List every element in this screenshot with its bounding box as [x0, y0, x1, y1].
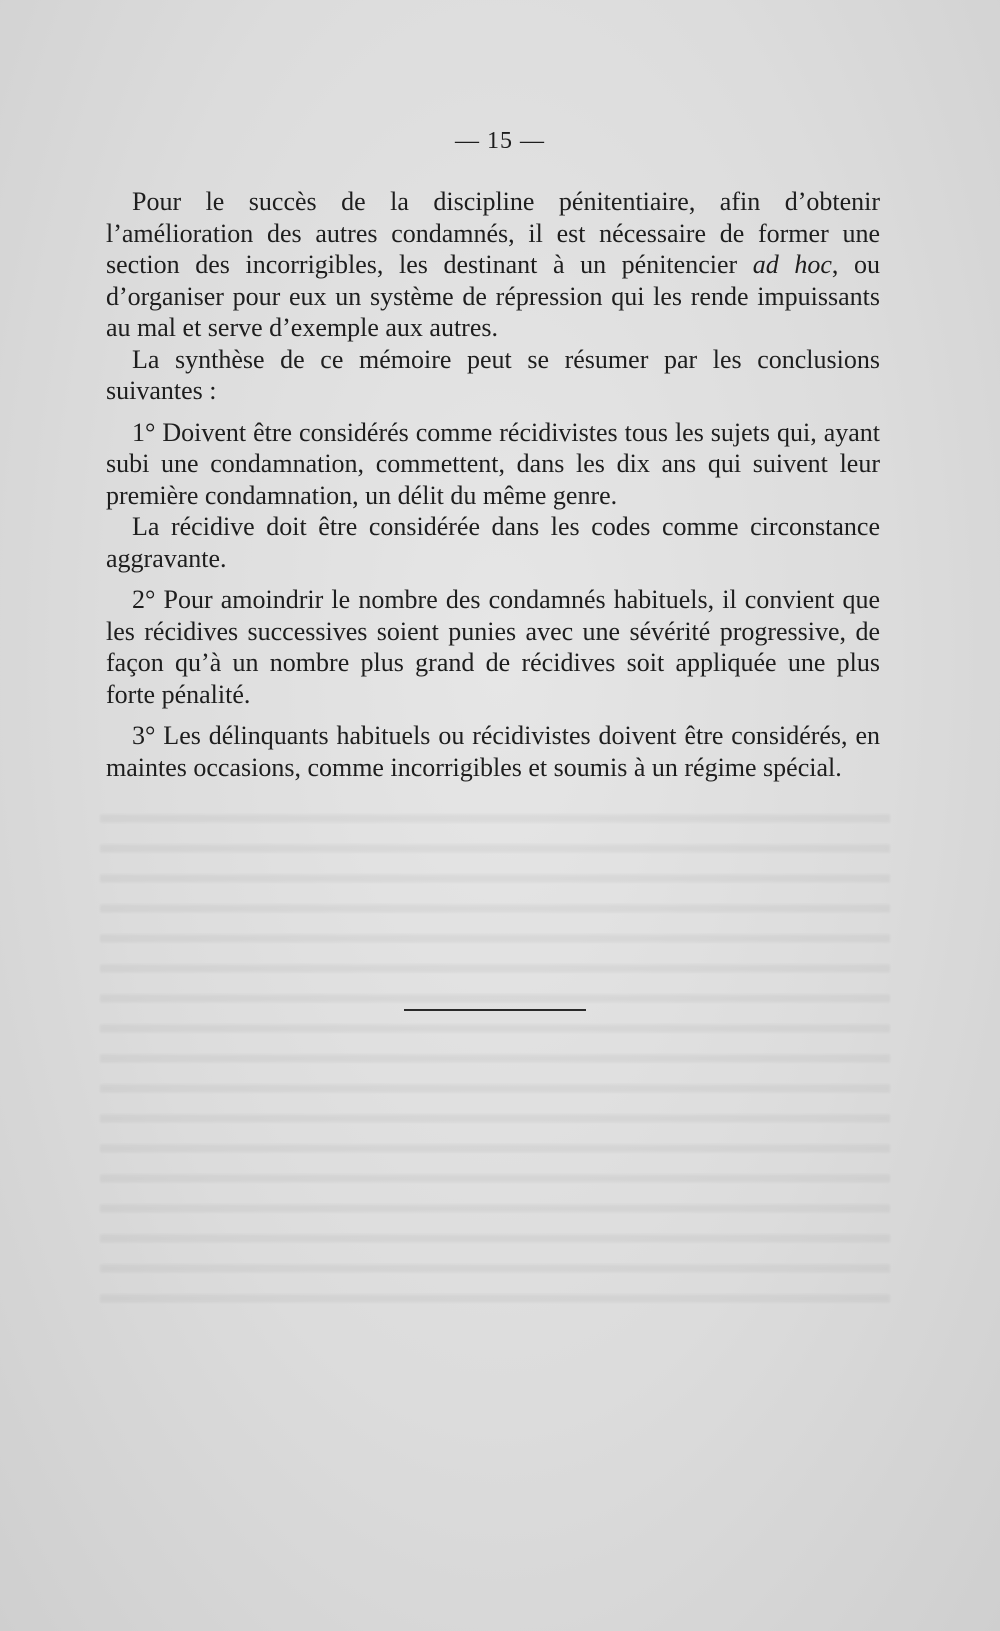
bleed-through-shadow: [100, 800, 890, 1320]
body-text: [106, 186, 880, 783]
paragraph-conclusion-2: 2° Pour amoindrir le nombre des condamnés habituels, il convient que les récidives successives soient punies avec une sévérité progressive, de façon qu’à un nombre plus grand de récidives soit appliquée une plus forte pénalité.: [106, 585, 880, 709]
latin-phrase: ad hoc: [752, 250, 832, 279]
paragraph-conclusion-3: 3° Les délinquants habituels ou récidivistes doivent être considérés, en maintes occasions, comme incorrigibles et soumis à un régime spécial.: [106, 721, 880, 782]
paragraph-discipline: Pour le succès de la discipline pénitentiaire, afin d’obtenir l’amélioration des autres condamnés, il est nécessaire de former une section des incorrigibles, les destinant à un pénitencier ad hoc, ou d’organiser pour eux un système de répression qui les rende impuissants au mal et serve d’exemple aux autres.: [106, 187, 881, 342]
paragraph-recidive-aggravante: La récidive doit être considérée dans les codes comme circonstance aggravante.: [106, 512, 880, 573]
paragraph-synthese: La synthèse de ce mémoire peut se résumer par les conclusions suivantes :: [106, 344, 880, 405]
page-number: — 15 —: [455, 128, 545, 154]
paragraph-conclusion-1: 1° Doivent être considérés comme récidivistes tous les sujets qui, ayant subi une condamnation, commettent, dans les dix ans qui suivent leur première condamnation, un délit du même genre.: [106, 417, 880, 510]
closing-rule: [404, 1009, 586, 1011]
